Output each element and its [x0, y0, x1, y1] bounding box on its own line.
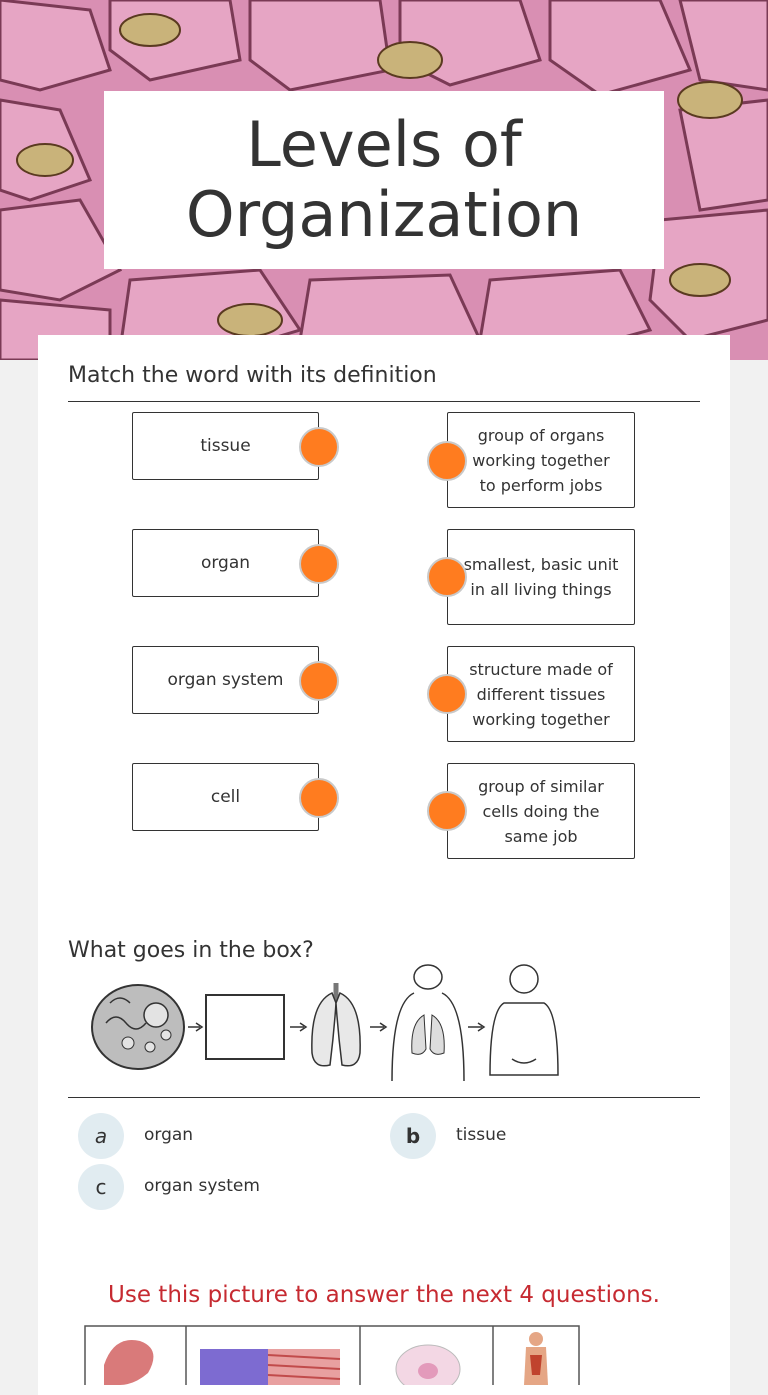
page-title: Levels of Organization — [185, 108, 583, 251]
answer-box — [206, 995, 284, 1059]
option-b-badge[interactable]: b — [390, 1113, 436, 1159]
lungs-illustration — [312, 983, 360, 1066]
option-c-label[interactable]: organ system — [144, 1176, 260, 1196]
match-handle-right[interactable] — [427, 791, 467, 831]
question-prompt: What goes in the box? — [68, 938, 314, 963]
match-word-organ[interactable]: organ — [132, 529, 319, 597]
match-handle-left[interactable] — [299, 544, 339, 584]
match-definition[interactable]: smallest, basic unit in all living things — [447, 529, 635, 625]
body-image — [529, 1332, 543, 1346]
match-definition[interactable]: group of organs working together to perform jobs — [447, 412, 635, 508]
option-b-label[interactable]: tissue — [456, 1125, 507, 1145]
match-definition[interactable]: structure made of different tissues working together — [447, 646, 635, 742]
title-card — [104, 91, 664, 269]
match-word-tissue[interactable]: tissue — [132, 412, 319, 480]
match-handle-left[interactable] — [299, 427, 339, 467]
option-a-label[interactable]: organ — [144, 1125, 194, 1145]
match-handle-right[interactable] — [427, 557, 467, 597]
instruction-notice: Use this picture to answer the next 4 questions. — [108, 1282, 660, 1308]
match-handle-right[interactable] — [427, 441, 467, 481]
match-word-cell[interactable]: cell — [132, 763, 319, 831]
match-handle-right[interactable] — [427, 674, 467, 714]
match-definition[interactable]: group of similar cells doing the same job — [447, 763, 635, 859]
match-handle-left[interactable] — [299, 661, 339, 701]
match-handle-left[interactable] — [299, 778, 339, 818]
divider — [68, 1097, 700, 1098]
cell-illustration — [92, 985, 184, 1069]
hero-image — [0, 0, 768, 360]
match-word-organ-system[interactable]: organ system — [132, 646, 319, 714]
levels-diagram — [88, 963, 568, 1081]
respiratory-system-illustration — [392, 965, 464, 1081]
matching-prompt: Match the word with its definition — [68, 363, 437, 388]
divider — [68, 401, 700, 402]
reference-picture — [84, 1325, 580, 1385]
option-a-badge[interactable]: a — [78, 1113, 124, 1159]
worksheet — [38, 335, 730, 1395]
option-c-badge[interactable]: c — [78, 1164, 124, 1210]
organism-illustration — [490, 965, 558, 1075]
